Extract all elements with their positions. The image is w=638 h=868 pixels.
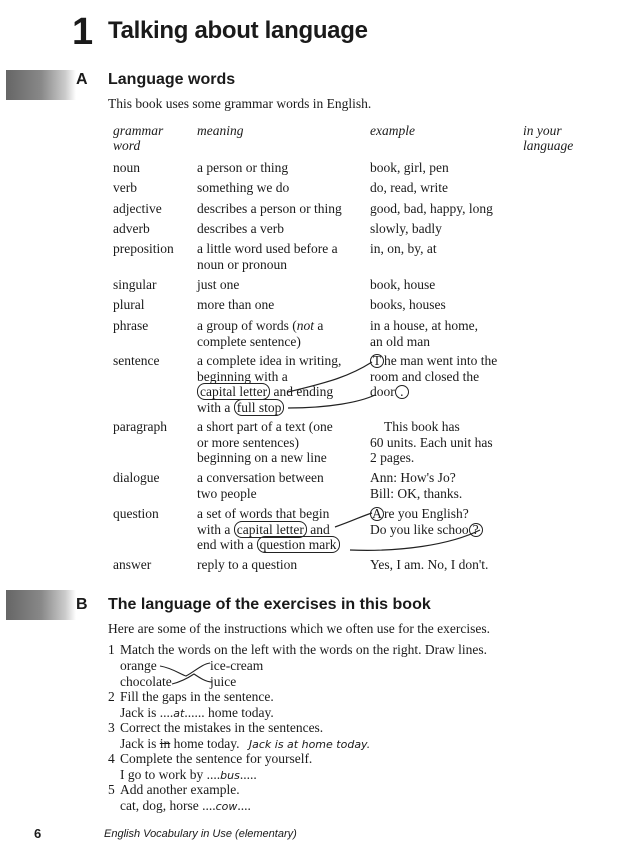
exercise-item-text: Correct the mistakes in the sentences. [120, 720, 324, 735]
match-left-word: chocolate [120, 674, 172, 689]
col-header-grammar-word: grammar word [113, 123, 164, 153]
unit-number: 1 [72, 11, 94, 53]
exercise-item-text: Fill the gaps in the sentence. [120, 689, 274, 704]
circled-question-symbol: ? [469, 523, 483, 537]
row-word: answer [113, 557, 152, 572]
row-meaning: a little word used before a noun or pronoun [197, 241, 338, 272]
circled-capital-letter: capital letter [234, 521, 307, 538]
book-title: English Vocabulary in Use (elementary) [104, 828, 297, 840]
row-word: verb [113, 180, 137, 195]
circled-capital-a: A [370, 507, 384, 521]
exercise-item-text: Match the words on the left with the words on the right. Draw lines. [120, 642, 488, 657]
row-word: noun [113, 160, 140, 175]
match-left-word: orange [120, 658, 157, 673]
row-word: phrase [113, 318, 149, 333]
circled-period: . [395, 385, 409, 399]
row-example: book, house [370, 277, 436, 292]
row-word: singular [113, 277, 157, 292]
circled-full-stop: full stop [234, 399, 285, 416]
row-meaning: just one [197, 277, 240, 292]
section-b-tab [6, 590, 76, 620]
row-example: do, read, write [370, 180, 448, 195]
section-a-intro: This book uses some grammar words in English. [108, 96, 372, 111]
row-meaning: describes a verb [197, 221, 284, 236]
col-header-example: example [370, 123, 415, 138]
circled-question-mark: question mark [257, 536, 340, 553]
col-header-your-language: in your language [523, 123, 574, 153]
row-meaning: a conversation between two people [197, 470, 324, 501]
row-word: paragraph [113, 419, 167, 434]
connector-capital-letter-question [335, 513, 372, 527]
row-meaning: a complete idea in writing, beginning with a capital letter and ending with a full stop [197, 353, 342, 415]
row-meaning: more than one [197, 297, 275, 312]
match-lines [158, 660, 214, 688]
section-a-title: Language words [108, 71, 236, 88]
row-word: adjective [113, 201, 162, 216]
row-word: dialogue [113, 470, 160, 485]
row-meaning: describes a person or thing [197, 201, 342, 216]
exercise-item-text: Add another example. [120, 782, 240, 797]
row-word: sentence [113, 353, 160, 368]
row-meaning: a person or thing [197, 160, 289, 175]
row-example: in a house, at home, an old man [370, 318, 478, 349]
connector-capital-letter-sentence [288, 362, 372, 392]
exercise-item-number: 2 [108, 689, 115, 704]
col-header-meaning: meaning [197, 123, 244, 138]
exercise-example: I go to work by ....bus..... [120, 767, 257, 782]
exercise-example: Jack is in home today. Jack is at home today. [120, 736, 371, 751]
section-b-intro: Here are some of the instructions which we often use for the exercises. [108, 621, 490, 636]
exercise-example: Jack is ....at...... home today. [120, 705, 274, 720]
exercise-item-number: 1 [108, 642, 115, 657]
row-meaning: a set of words that begin with a capital letter and end with a question mark [197, 506, 340, 553]
section-b-letter: B [76, 596, 88, 613]
row-meaning: reply to a question [197, 557, 298, 572]
row-example: books, houses [370, 297, 446, 312]
exercise-item-number: 4 [108, 751, 115, 766]
row-example: good, bad, happy, long [370, 201, 493, 216]
exercise-item-text: Complete the sentence for yourself. [120, 751, 313, 766]
circled-capital-t: T [370, 354, 384, 368]
handwritten-answer: at [173, 707, 185, 720]
exercise-item-number: 3 [108, 720, 115, 735]
row-word: plural [113, 297, 145, 312]
handwritten-answer: cow [215, 800, 238, 813]
row-word: adverb [113, 221, 150, 236]
connector-full-stop-sentence [288, 395, 375, 408]
row-example: book, girl, pen [370, 160, 449, 175]
exercise-item-number: 5 [108, 782, 115, 797]
row-example: slowly, badly [370, 221, 442, 236]
row-meaning: a group of words (not a complete sentence) [197, 318, 324, 349]
row-example: This book has 60 units. Each unit has 2 pages. [370, 419, 493, 465]
row-example: A re you English? Do you like schoo ? [370, 506, 483, 537]
row-meaning: a short part of a text (one or more sentences) beginning on a new line [197, 419, 333, 465]
page-number: 6 [34, 826, 42, 841]
section-a-letter: A [76, 71, 88, 88]
handwritten-answer: Jack is at home today. [248, 738, 371, 751]
handwritten-answer: bus [220, 769, 240, 782]
row-word: preposition [113, 241, 174, 256]
row-example: in, on, by, at [370, 241, 437, 256]
circled-capital-letter: capital letter [197, 383, 270, 400]
exercise-example: cat, dog, horse ....cow.... [120, 798, 251, 813]
row-example: Ann: How's Jo? Bill: OK, thanks. [370, 470, 463, 501]
row-example: T he man went into the room and closed the door . [370, 353, 498, 399]
connector-question-mark [350, 530, 480, 550]
row-meaning: something we do [197, 180, 290, 195]
struck-word: in [159, 736, 171, 751]
row-example: Yes, I am. No, I don't. [370, 557, 489, 572]
match-right-word: ice-cream [210, 658, 264, 673]
match-right-word: juice [210, 674, 237, 689]
page-title: Talking about language [108, 17, 368, 44]
section-b-title: The language of the exercises in this book [108, 596, 431, 613]
row-word: question [113, 506, 159, 521]
